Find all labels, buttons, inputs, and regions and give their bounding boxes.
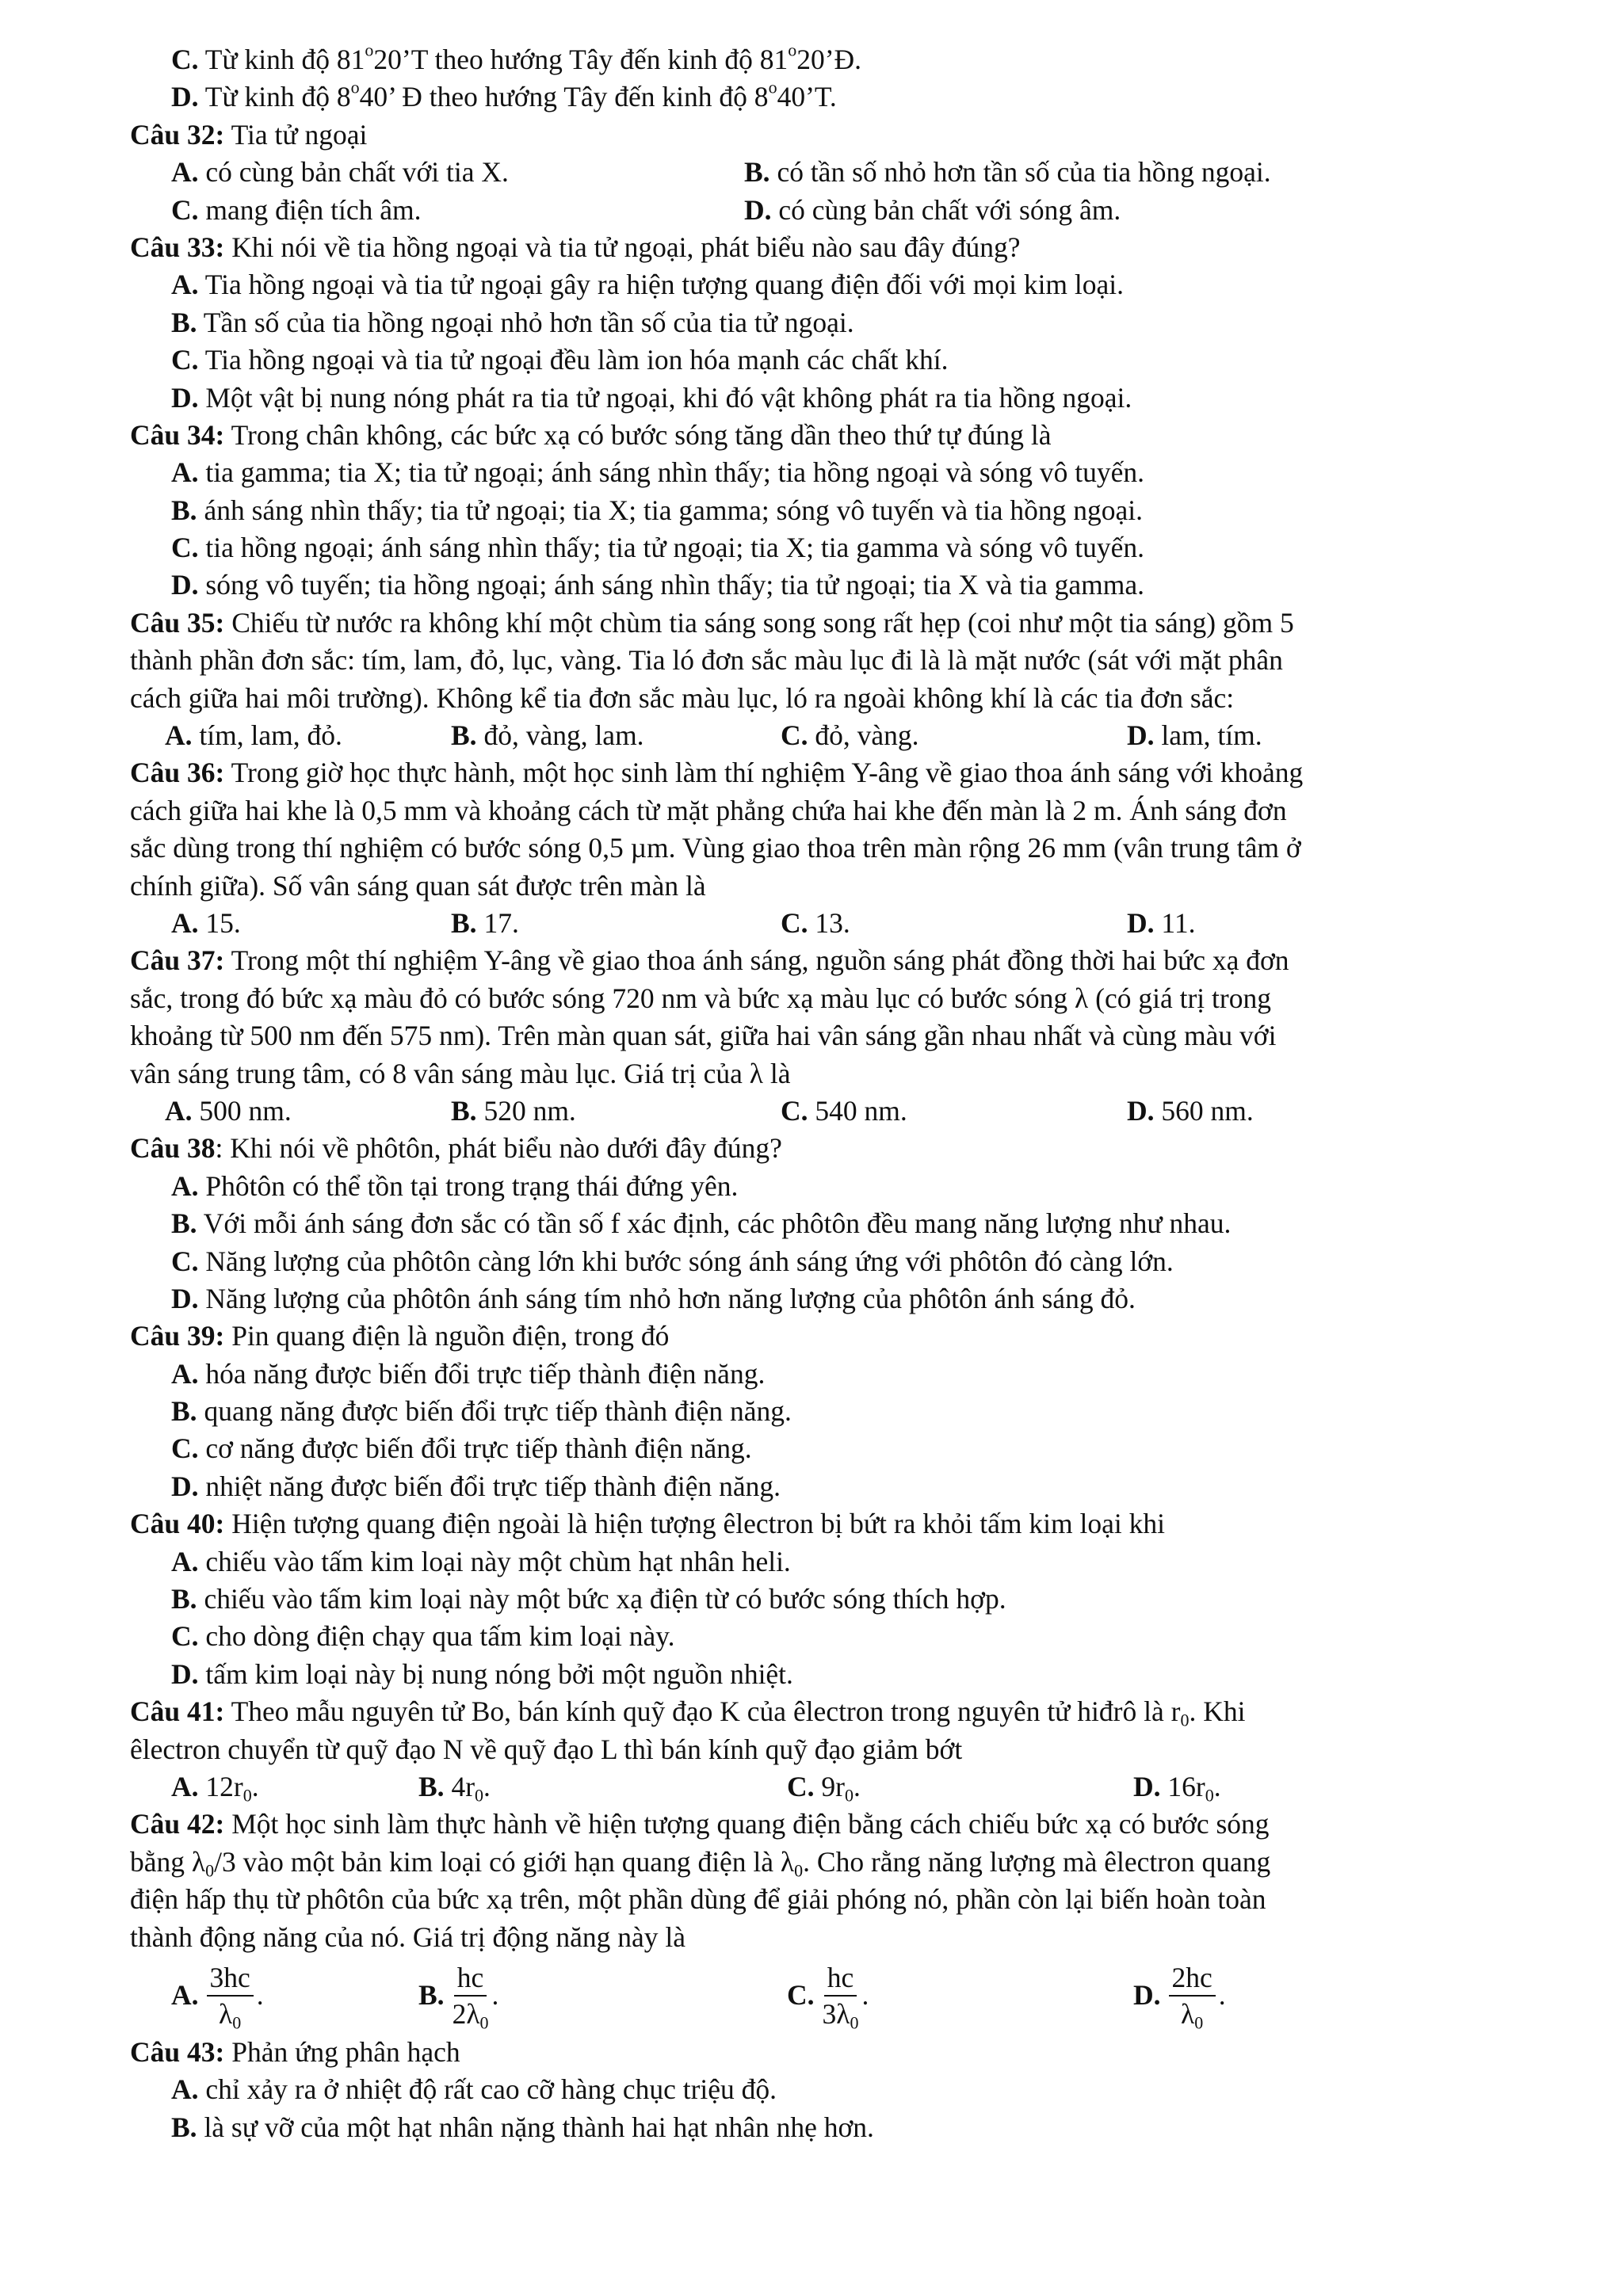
q37-option-d: D. 560 nm. bbox=[1127, 1094, 1254, 1127]
q36-option-c: C. 13. bbox=[781, 906, 850, 939]
q38-option-c: C. Năng lượng của phôtôn càng lớn khi bước sóng ánh sáng ứng với phôtôn đó càng lớn. bbox=[171, 1245, 1174, 1277]
q35-stem-line3: cách giữa hai môi trường). Không kể tia đơn sắc màu lục, ló ra ngoài không khí là các tia đơn sắc: bbox=[130, 681, 1235, 714]
q32-option-a: A. có cùng bản chất với tia X. bbox=[171, 156, 509, 189]
q38-option-d: D. Năng lượng của phôtôn ánh sáng tím nhỏ hơn năng lượng của phôtôn ánh sáng đỏ. bbox=[171, 1282, 1136, 1314]
fraction: $\frac{3hc}{\lambda_0}$ bbox=[207, 1960, 254, 2031]
q41-stem-line2: êlectron chuyển từ quỹ đạo N về quỹ đạo L thì bán kính quỹ đạo giảm bớt bbox=[130, 1733, 963, 1765]
q41-option-d: D. $16r_0$. bbox=[1133, 1770, 1221, 1806]
q36-option-b: B. 17. bbox=[451, 906, 519, 939]
q42-stem-line2: bằng $\lambda_0/3$ vào một bản kim loại có giới hạn quang điện là $\lambda_0$. Cho rằng năng lượng mà êlectron quang bbox=[130, 1845, 1271, 1881]
q42-stem-line1: Câu 42: Một học sinh làm thực hành về hiện tượng quang điện bằng cách chiếu bức xạ có bước sóng bbox=[130, 1808, 1270, 1840]
q41-option-b: B. $4r_0$. bbox=[418, 1770, 491, 1806]
exam-page bbox=[130, 41, 1525, 2146]
q37-stem-line2: sắc, trong đó bức xạ màu đỏ có bước sóng 720 nm và bức xạ màu lục có bước sóng λ (có giá trị trong bbox=[130, 982, 1271, 1014]
q40-option-b: B. chiếu vào tấm kim loại này một bức xạ điện từ có bước sóng thích hợp. bbox=[171, 1583, 1006, 1615]
q37-stem-line4: vân sáng trung tâm, có 8 vân sáng màu lục. Giá trị của λ là bbox=[130, 1057, 791, 1089]
q35-options bbox=[130, 717, 1525, 754]
q37-option-a: A. 500 nm. bbox=[165, 1094, 292, 1127]
q40-option-a: A. chiếu vào tấm kim loại này một chùm hạt nhân heli. bbox=[171, 1545, 791, 1577]
q34-option-d: D. sóng vô tuyến; tia hồng ngoại; ánh sáng nhìn thấy; tia tử ngoại; tia X và tia gamma. bbox=[171, 569, 1144, 601]
q42-stem-line3: điện hấp thụ từ phôtôn của bức xạ trên, một phần dùng để giải phóng nó, phần còn lại biến hoàn toàn bbox=[130, 1883, 1266, 1916]
q37-option-c: C. 540 nm. bbox=[781, 1094, 907, 1127]
q42-options bbox=[130, 1958, 1525, 2034]
q35-option-a: A. tím, lam, đỏ. bbox=[165, 719, 342, 752]
q36-option-d: D. 11. bbox=[1127, 906, 1196, 939]
fraction: $\frac{2hc}{\lambda_0}$ bbox=[1169, 1960, 1216, 2031]
q31-option-d: D. Từ kinh độ 8$^o$40’ Đ theo hướng Tây đến kinh độ 8$^o$40’T. bbox=[171, 77, 837, 113]
q38-stem: Câu 38: Khi nói về phôtôn, phát biểu nào dưới đây đúng? bbox=[130, 1132, 782, 1165]
q39-option-b: B. quang năng được biến đổi trực tiếp thành điện năng. bbox=[171, 1395, 792, 1428]
q33-option-b: B. Tần số của tia hồng ngoại nhỏ hơn tần số của tia tử ngoại. bbox=[171, 306, 854, 338]
q42-stem-line4: thành động năng của nó. Giá trị động năng này là bbox=[130, 1920, 685, 1953]
q35-stem-line2: thành phần đơn sắc: tím, lam, đỏ, lục, vàng. Tia ló đơn sắc màu lục đi là là mặt nước (sát với mặt phân bbox=[130, 644, 1283, 677]
q42-option-b: B. $\frac{hc}{2\lambda_0}$ . bbox=[418, 1961, 499, 2033]
q36-stem-line2: cách giữa hai khe là 0,5 mm và khoảng cách từ mặt phẳng chứa hai khe đến màn là 2 m. Ánh sáng đơn bbox=[130, 794, 1287, 826]
q34-option-a: A. tia gamma; tia X; tia tử ngoại; ánh sáng nhìn thấy; tia hồng ngoại và sóng vô tuyến. bbox=[171, 456, 1144, 489]
q42-option-a: A. $\frac{3hc}{\lambda_0}$ . bbox=[171, 1961, 264, 2033]
q36-stem-line4: chính giữa). Số vân sáng quan sát được trên màn là bbox=[130, 869, 706, 902]
fraction: $\frac{hc}{2\lambda_0}$ bbox=[452, 1961, 489, 2033]
q42-option-c: C. $\frac{hc}{3\lambda_0}$ . bbox=[787, 1961, 869, 2033]
q32-option-c: C. mang điện tích âm. bbox=[171, 193, 422, 226]
q39-option-d: D. nhiệt năng được biến đổi trực tiếp thành điện năng. bbox=[171, 1470, 781, 1502]
q37-stem-line3: khoảng từ 500 nm đến 575 nm). Trên màn quan sát, giữa hai vân sáng gần nhau nhất và cùng màu với bbox=[130, 1020, 1277, 1052]
q32-options-row2 bbox=[130, 192, 1525, 229]
q32-options-row1 bbox=[130, 154, 1525, 191]
q35-stem-line1: Câu 35: Chiếu từ nước ra không khí một chùm tia sáng song song rất hẹp (coi như một tia sáng) gồm 5 bbox=[130, 606, 1294, 639]
q34-stem: Câu 34: Trong chân không, các bức xạ có bước sóng tăng dần theo thứ tự đúng là bbox=[130, 418, 1052, 451]
q36-option-a: A. 15. bbox=[171, 906, 241, 939]
q42-option-d: D. $\frac{2hc}{\lambda_0}$ . bbox=[1133, 1961, 1226, 2033]
q38-option-a: A. Phôtôn có thể tồn tại trong trạng thái đứng yên. bbox=[171, 1169, 739, 1202]
q40-stem: Câu 40: Hiện tượng quang điện ngoài là hiện tượng êlectron bị bứt ra khỏi tấm kim loại khi bbox=[130, 1508, 1165, 1540]
q32-option-d: D. có cùng bản chất với sóng âm. bbox=[744, 193, 1121, 226]
q41-option-c: C. $9r_0$. bbox=[787, 1770, 861, 1806]
q32-option-b: B. có tần số nhỏ hơn tần số của tia hồng ngoại. bbox=[744, 156, 1271, 189]
q41-options bbox=[130, 1768, 1525, 1806]
q43-option-a: A. chỉ xảy ra ở nhiệt độ rất cao cỡ hàng chục triệu độ. bbox=[171, 2073, 777, 2106]
q33-stem: Câu 33: Khi nói về tia hồng ngoại và tia tử ngoại, phát biểu nào sau đây đúng? bbox=[130, 231, 1021, 263]
q38-option-b: B. Với mỗi ánh sáng đơn sắc có tần số f xác định, các phôtôn đều mang năng lượng như nhau. bbox=[171, 1207, 1232, 1240]
q32-stem: Câu 32: Tia tử ngoại bbox=[130, 118, 368, 151]
q33-option-d: D. Một vật bị nung nóng phát ra tia tử ngoại, khi đó vật không phát ra tia hồng ngoại. bbox=[171, 381, 1132, 414]
q35-option-c: C. đỏ, vàng. bbox=[781, 719, 919, 752]
q40-option-d: D. tấm kim loại này bị nung nóng bởi một nguồn nhiệt. bbox=[171, 1657, 793, 1690]
q39-stem: Câu 39: Pin quang điện là nguồn điện, trong đó bbox=[130, 1320, 670, 1352]
q35-option-d: D. lam, tím. bbox=[1127, 719, 1262, 752]
q39-option-c: C. cơ năng được biến đổi trực tiếp thành điện năng. bbox=[171, 1432, 752, 1465]
q43-stem: Câu 43: Phản ứng phân hạch bbox=[130, 2035, 460, 2068]
q34-option-b: B. ánh sáng nhìn thấy; tia tử ngoại; tia X; tia gamma; sóng vô tuyến và tia hồng ngoại. bbox=[171, 494, 1144, 526]
q41-stem-line1: Câu 41: Theo mẫu nguyên tử Bo, bán kính quỹ đạo K của êlectron trong nguyên tử hiđrô là $r_0$. Khi bbox=[130, 1695, 1246, 1730]
q36-stem-line1: Câu 36: Trong giờ học thực hành, một học sinh làm thí nghiệm Y-âng về giao thoa ánh sáng với khoảng bbox=[130, 757, 1304, 789]
q31-option-c: C. Từ kinh độ 81$^o$20’T theo hướng Tây đến kinh độ 81$^o$20’Đ. bbox=[171, 40, 862, 75]
q33-option-c: C. Tia hồng ngoại và tia tử ngoại đều làm ion hóa mạnh các chất khí. bbox=[171, 344, 949, 376]
q43-option-b: B. là sự vỡ của một hạt nhân nặng thành hai hạt nhân nhẹ hơn. bbox=[171, 2111, 874, 2143]
q39-option-a: A. hóa năng được biến đổi trực tiếp thành điện năng. bbox=[171, 1357, 766, 1390]
q40-option-c: C. cho dòng điện chạy qua tấm kim loại này. bbox=[171, 1620, 675, 1653]
fraction: $\frac{hc}{3\lambda_0}$ bbox=[822, 1961, 859, 2033]
q33-option-a: A. Tia hồng ngoại và tia tử ngoại gây ra hiện tượng quang điện đối với mọi kim loại. bbox=[171, 269, 1125, 301]
q35-option-b: B. đỏ, vàng, lam. bbox=[451, 719, 644, 752]
q37-stem-line1: Câu 37: Trong một thí nghiệm Y-âng về giao thoa ánh sáng, nguồn sáng phát đồng thời hai bức xạ đơn bbox=[130, 944, 1289, 977]
q37-option-b: B. 520 nm. bbox=[451, 1094, 576, 1127]
q41-option-a: A. $12r_0$. bbox=[171, 1770, 259, 1806]
q36-stem-line3: sắc dùng trong thí nghiệm có bước sóng 0,5 µm. Vùng giao thoa trên màn rộng 26 mm (vân trung tâm ở bbox=[130, 832, 1301, 864]
q36-options bbox=[130, 905, 1525, 942]
q37-options bbox=[130, 1093, 1525, 1130]
q34-option-c: C. tia hồng ngoại; ánh sáng nhìn thấy; tia tử ngoại; tia X; tia gamma và sóng vô tuyến. bbox=[171, 532, 1144, 564]
